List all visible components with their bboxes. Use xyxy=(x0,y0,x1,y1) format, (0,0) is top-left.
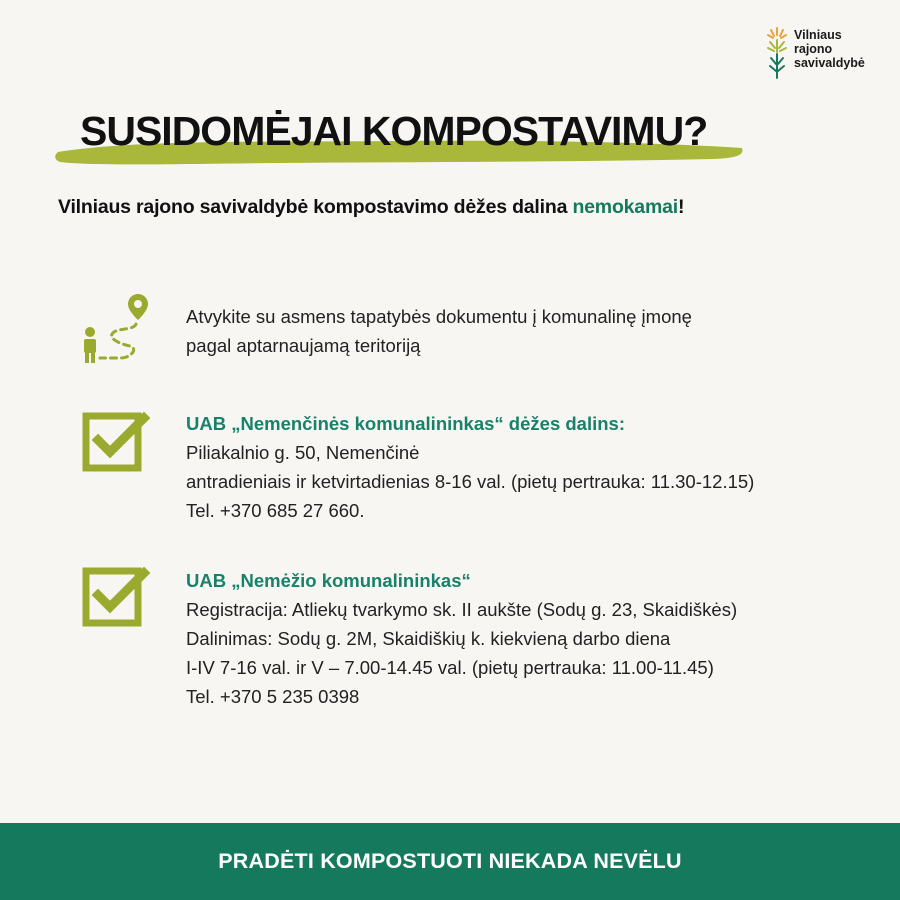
route-person-icon xyxy=(80,292,150,364)
company-heading: UAB „Nemėžio komunalininkas“ xyxy=(186,570,471,591)
step-line: Tel. +370 5 235 0398 xyxy=(186,686,360,707)
logo-text-line: Vilniaus xyxy=(794,28,842,42)
step-1-text xyxy=(186,302,692,360)
subtitle xyxy=(58,196,684,219)
page-title: SUSIDOMĖJAI KOMPOSTAVIMU? xyxy=(80,108,708,154)
checkbox-checked-icon xyxy=(82,565,152,629)
logo xyxy=(766,26,865,80)
step-line: Atvykite su asmens tapatybės dokumentu į komunalinę įmonę xyxy=(186,306,692,327)
step-3-text xyxy=(186,566,737,711)
step-line: Piliakalnio g. 50, Nemenčinė xyxy=(186,442,420,463)
step-line: Registracija: Atliekų tvarkymo sk. II aukšte (Sodų g. 23, Skaidiškės) xyxy=(186,599,738,620)
subtitle-highlight: nemokamai xyxy=(572,196,678,218)
step-line: Dalinimas: Sodų g. 2M, Skaidiškių k. kiekvieną darbo diena xyxy=(186,628,671,649)
logo-text-line: rajono xyxy=(794,42,833,56)
subtitle-text: Vilniaus rajono savivaldybė kompostavimo dėžes dalina xyxy=(58,196,573,218)
step-line: pagal aptarnaujamą teritoriją xyxy=(186,335,421,356)
footer-slogan: PRADĖTI KOMPOSTUOTI NIEKADA NEVĖLU xyxy=(218,849,682,873)
step-line: I-IV 7-16 val. ir V – 7.00-14.45 val. (pietų pertrauka: 11.00-11.45) xyxy=(186,657,714,678)
logo-text xyxy=(794,28,865,70)
checkbox-checked-icon xyxy=(82,410,152,474)
step-line: antradieniais ir ketvirtadienias 8-16 val. (pietų pertrauka: 11.30-12.15) xyxy=(186,471,755,492)
company-heading: UAB „Nemenčinės komunalininkas“ dėžes dalins: xyxy=(186,413,625,434)
logo-text-line: savivaldybė xyxy=(794,56,865,70)
footer-banner xyxy=(0,823,900,900)
title-area xyxy=(54,104,754,166)
step-2-text xyxy=(186,409,754,525)
plant-emblem-icon xyxy=(766,26,788,80)
step-line: Tel. +370 685 27 660. xyxy=(186,500,365,521)
subtitle-end: ! xyxy=(677,196,685,218)
